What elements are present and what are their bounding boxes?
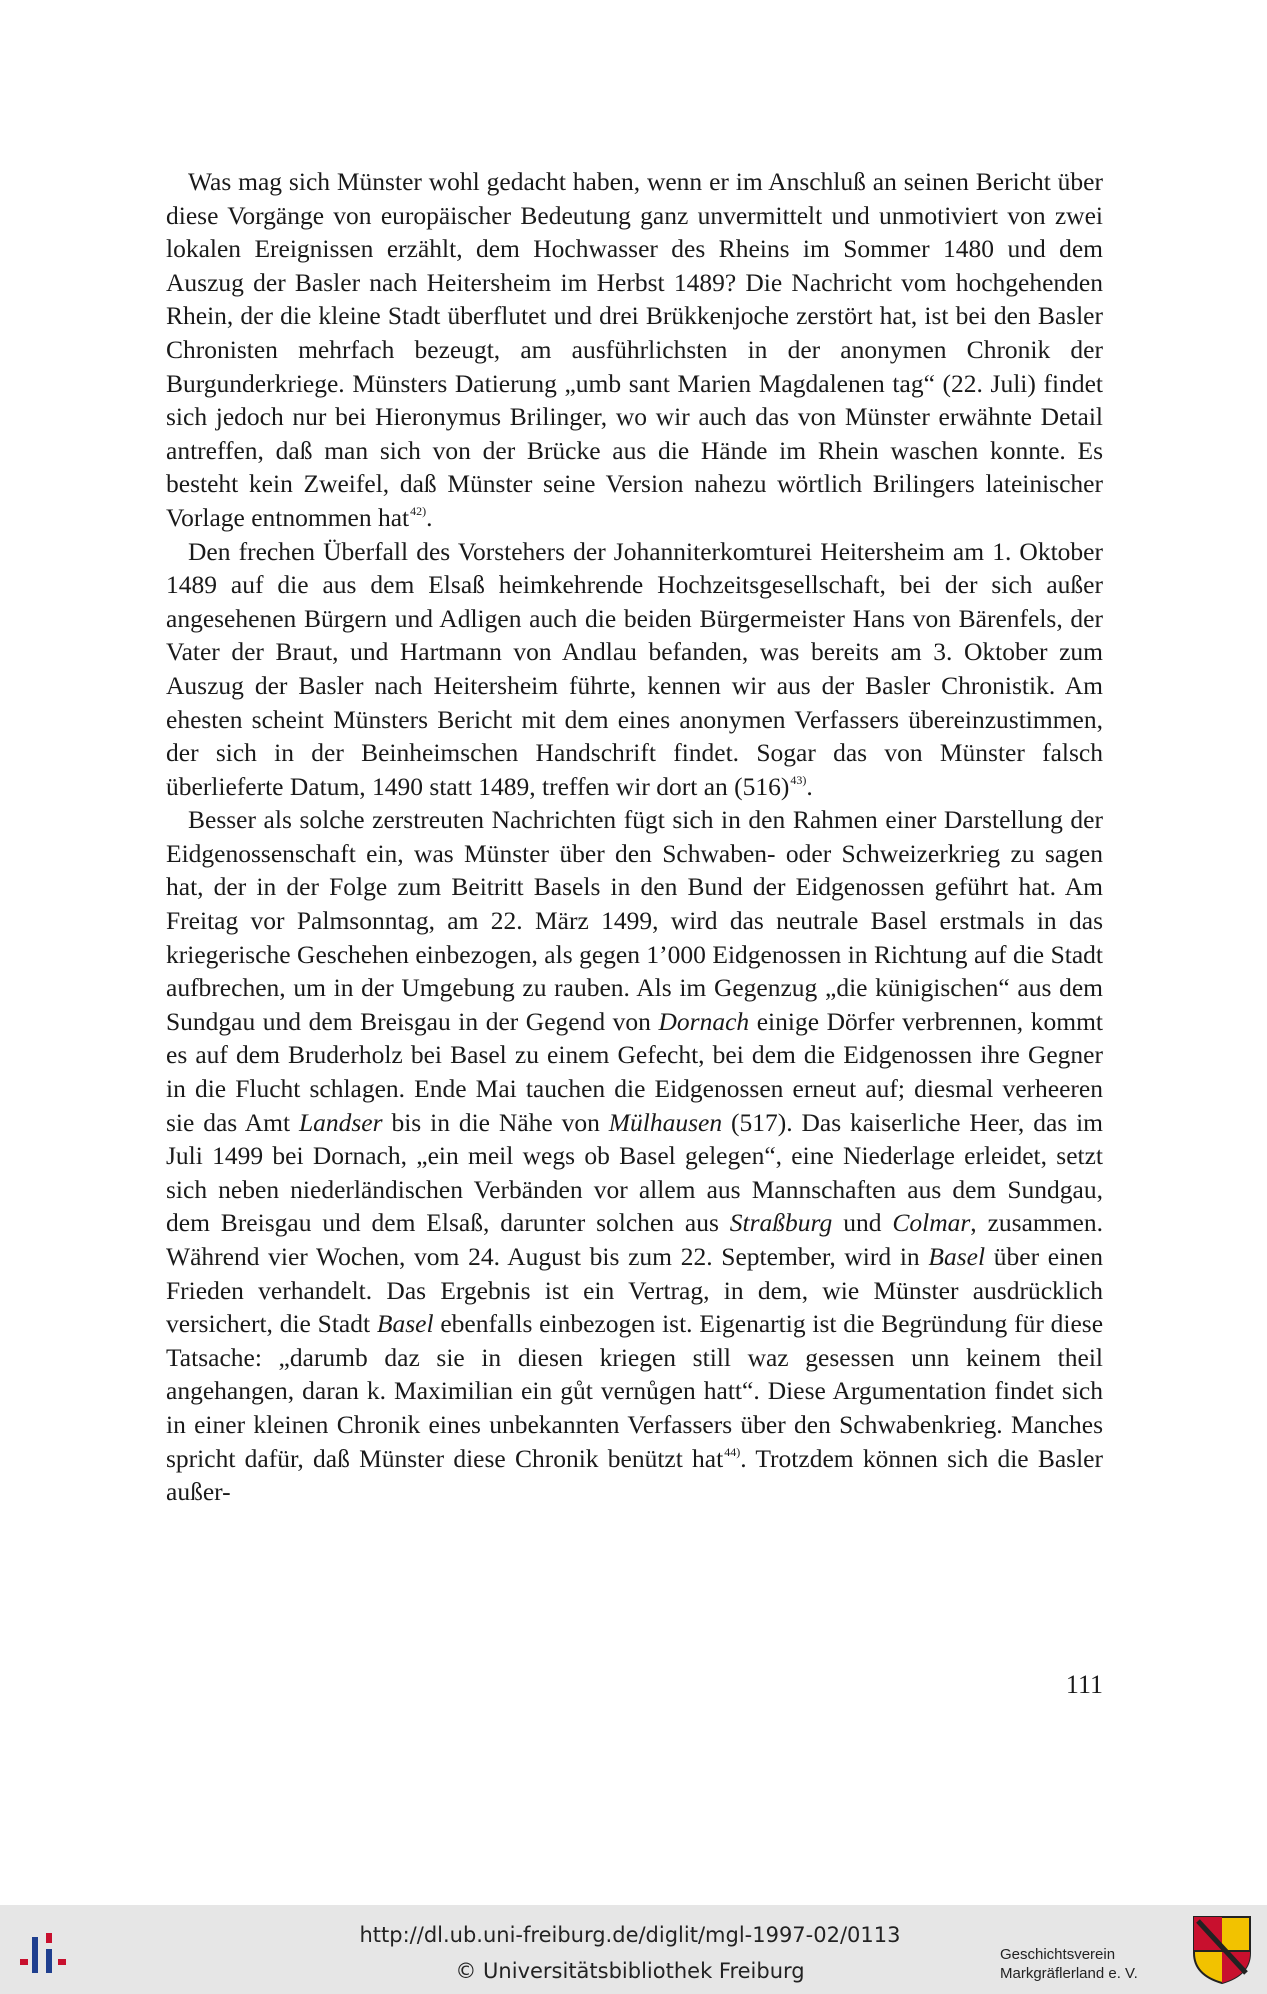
paragraph: [166, 165, 1103, 535]
footnote-marker: 44): [724, 1444, 741, 1459]
paragraph-text: .: [426, 502, 433, 532]
italic-place-name: Basel: [928, 1242, 986, 1271]
page-number: 111: [1065, 1670, 1103, 1699]
footer-bar: [0, 1905, 1267, 1994]
footnote-marker: 42): [410, 503, 427, 518]
society-name: [1000, 1945, 1190, 1983]
society-line-2: Markgräflerland e. V.: [1000, 1965, 1138, 1982]
society-line-1: Geschichtsverein: [1000, 1946, 1116, 1963]
paragraph: [166, 535, 1103, 804]
ub-freiburg-logo-icon[interactable]: [14, 1925, 82, 1985]
italic-place-name: Landser: [298, 1107, 383, 1137]
page-body: [166, 165, 1103, 1509]
paragraph-text: .: [806, 771, 813, 801]
paragraph-text: und: [832, 1208, 893, 1238]
italic-place-name: Dornach: [658, 1006, 750, 1036]
italic-place-name: Mülhausen: [608, 1107, 723, 1137]
paragraph-text: ebenfalls einbezogen ist. Eigenartig ist die Begründung für diese Tatsache: „darumb daz sie in diesen kriegen still waz gesessen unn keinem theil angehangen, daran k. Maximilian ein gůt vernůgen hatt“. Diese Argumentation findet sich in einer kleinen Chronik eines unbekannten Verfassers über den Schwabenkrieg. Manches spricht dafür, daß Münster diese Chronik benützt hat: [166, 1309, 1104, 1473]
footer-copyright: © Universitätsbibliothek Freiburg: [455, 1959, 805, 1983]
paragraph-text: einige Dörfer verbrennen, kommt es auf dem Bruderholz bei Basel zu einem Gefecht, bei dem die Eidgenossen ihre Gegner in die Flucht schlagen. Ende Mai tauchen die Eidgenossen erneut auf; diesmal verheeren sie das Amt: [166, 1006, 1103, 1137]
italic-place-name: Basel: [376, 1309, 434, 1339]
paragraph-text: Was mag sich Münster wohl gedacht haben, wenn er im Anschluß an seinen Bericht über diese Vorgänge von europäischer Bedeutung ganz unvermittelt und unmotiviert von zwei lokalen Ereignissen erzählt, dem Hochwasser des Rheins im Sommer 1480 und dem Auszug der Basler nach Heitersheim im Herbst 1489? Die Nachricht vom hochgehenden Rhein, der die kleine Stadt überflutet und drei Brükkenjoche zerstört hat, ist bei den Basler Chronisten mehrfach bezeugt, am ausführlichsten in der anonymen Chronik der Burgunderkriege. Münsters Datierung „umb sant Marien Magdalenen tag“ (22. Juli) findet sich jedoch nur bei Hieronymus Brilinger, wo wir auch das von Münster erwähnte Detail antreffen, daß man sich von der Brücke aus die Hände im Rhein waschen konnte. Es besteht kein Zweifel, daß Münster seine Version nahezu wörtlich Brilingers lateinischer Vorlage entnommen hat: [166, 167, 1103, 532]
coat-of-arms-icon: [1190, 1913, 1254, 1987]
paragraph-text: über einen Frieden verhandelt. Das Ergebnis ist ein Vertrag, in dem, wie Münster ausdrücklich versichert, die Stadt: [166, 1242, 1103, 1339]
paragraph-text: . Trotzdem können sich die Basler außer-: [166, 1443, 1103, 1507]
italic-place-name: Straßburg: [729, 1208, 833, 1238]
paragraph-text: (517). Das kaiserliche Heer, das im Juli 1499 bei Dornach, „ein meil wegs ob Basel gelegen“, eine Niederlage erleidet, setzt sich neben niederländischen Verbänden vor allem aus Mannschaften aus dem Sundgau, dem Breisgau und dem Elsaß, darunter solchen aus: [166, 1107, 1104, 1238]
paragraph-text: Besser als solche zerstreuten Nachrichten fügt sich in den Rahmen einer Darstellung der Eidgenossenschaft ein, was Münster über den Schwaben- oder Schweizerkrieg zu sagen hat, der in der Folge zum Beitritt Basels in den Bund der Eidgenossen geführt hat. Am Freitag vor Palmsonntag, am 22. März 1499, wird das neutrale Basel erstmals in das kriegerische Geschehen einbezogen, als gegen 1’000 Eidgenossen in Richtung auf die Stadt aufbrechen, um in der Umgebung zu rauben. Als im Gegenzug „die künigischen“ aus dem Sundgau und dem Breisgau in der Gegend von: [166, 805, 1103, 1036]
footer-url-link[interactable]: http://dl.ub.uni-freiburg.de/diglit/mgl-1997-02/0113: [359, 1923, 901, 1947]
italic-place-name: Colmar: [892, 1208, 971, 1238]
paragraph-text: Den frechen Überfall des Vorstehers der Johanniterkomturei Heitersheim am 1. Oktober 1489 auf die aus dem Elsaß heimkehrende Hochzeitsgesellschaft, bei der sich außer angesehenen Bürgern und Adligen auch die beiden Bürgermeister Hans von Bärenfels, der Vater der Braut, und Hartmann von Andlau befanden, was bereits am 3. Oktober zum Auszug der Basler nach Heitersheim führte, kennen wir aus der Basler Chronistik. Am ehesten scheint Münsters Bericht mit dem eines anonymen Verfassers übereinzustimmen, der sich in der Beinheimschen Handschrift findet. Sogar das von Münster falsch überlieferte Datum, 1490 statt 1489, treffen wir dort an (516): [166, 536, 1103, 801]
paragraph: [166, 803, 1103, 1508]
paragraph-text: bis in die Nähe von: [382, 1107, 609, 1137]
footnote-marker: 43): [790, 772, 807, 787]
paragraph-text: , zusammen. Während vier Wochen, vom 24. August bis zum 22. September, wird in: [166, 1208, 1103, 1271]
